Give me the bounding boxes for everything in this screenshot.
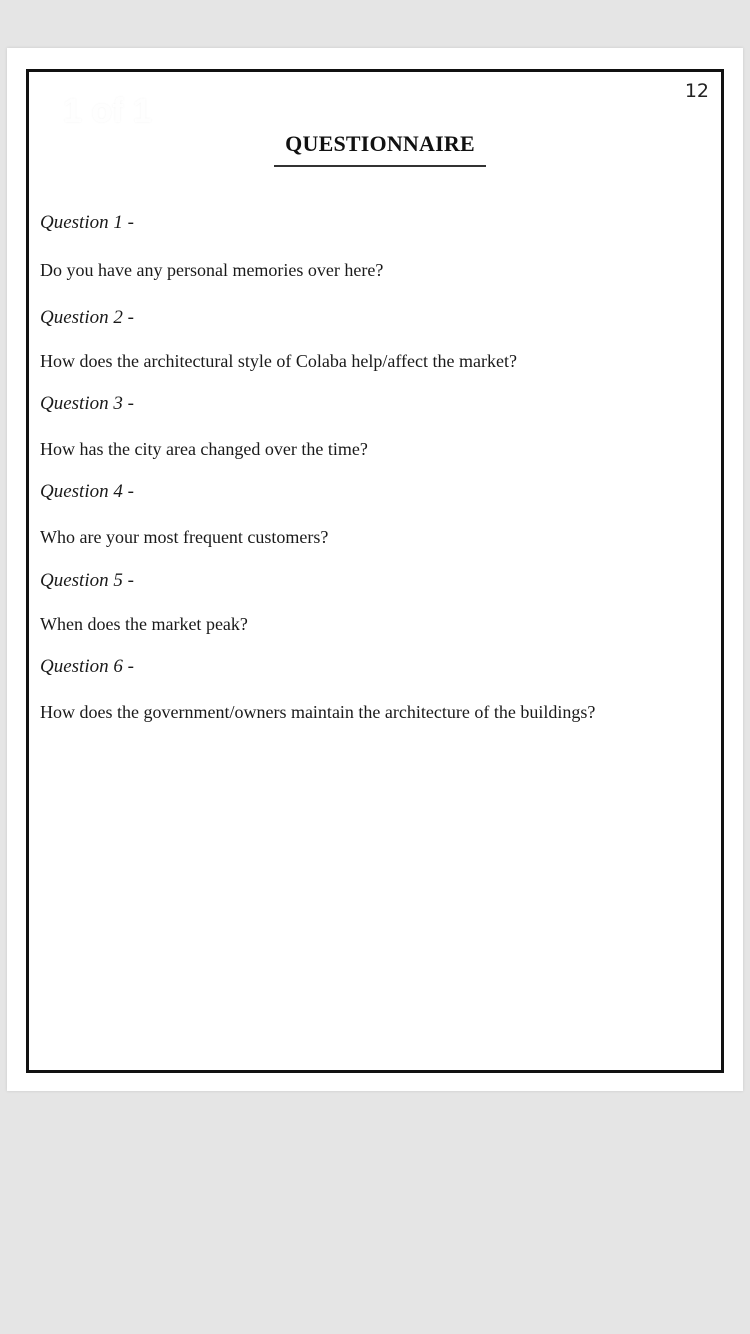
question-label-5: Question 5 -	[40, 570, 134, 591]
page-number: 12	[684, 80, 709, 102]
question-text-1: Do you have any personal memories over here?	[40, 260, 384, 280]
question-label-6: Question 6 -	[40, 656, 134, 677]
question-text-4: Who are your most frequent customers?	[40, 527, 329, 547]
page-indicator: 1 of 1	[63, 92, 152, 130]
question-text-2: How does the architectural style of Colaba help/affect the market?	[40, 351, 517, 371]
document-page	[7, 48, 743, 1091]
question-label-2: Question 2 -	[40, 307, 134, 328]
page-border-frame	[26, 69, 724, 1073]
question-label-3: Question 3 -	[40, 393, 134, 414]
question-text-6: How does the government/owners maintain the architecture of the buildings?	[40, 702, 596, 722]
page-title: QUESTIONNAIRE	[274, 131, 486, 167]
question-text-3: How has the city area changed over the time?	[40, 439, 368, 459]
question-text-5: When does the market peak?	[40, 614, 248, 634]
question-label-4: Question 4 -	[40, 481, 134, 502]
question-label-1: Question 1 -	[40, 212, 134, 233]
